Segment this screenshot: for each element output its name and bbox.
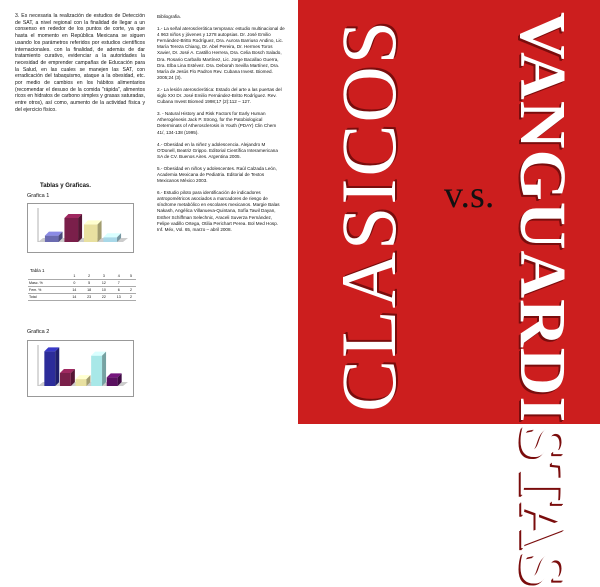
tabla-1-label: Tabla 1: [30, 268, 45, 273]
cover-title-clasicos: CLASICOS: [325, 18, 412, 412]
table-cell: 5: [82, 280, 97, 287]
grafica-2-chart: [27, 340, 134, 397]
reference-4: 4.- Obesidad en la niñez y adolescencia. Alejandro M O'Donell, Beatriz Grippo. Editorial Científica Interamericana SA de CV. Buenos Aires. Argentina 2005.: [157, 141, 278, 159]
table-cell: Fem. %: [28, 287, 67, 294]
table-cell: 12: [97, 280, 112, 287]
chart-bar: [64, 218, 78, 242]
bibliography: [157, 14, 285, 239]
table-cell: 3: [97, 273, 112, 280]
tables-heading: Tablas y Graficas.: [40, 183, 91, 189]
chart-bar: [103, 237, 117, 242]
chart-bar: [45, 236, 59, 242]
chart-bar: [107, 377, 118, 386]
grafica-1-label: Grafica 1: [27, 193, 50, 199]
table-cell: 22: [97, 294, 112, 301]
reference-6: 6.- Estudio piloto para identificación de indicadores antropométricos asociados a marcadores de riesgo de síndrome metabólico en escolares mexicanos. Margie Balas Nakash, Angélica Villanueva-Quintana, Sofía Tawil Dayan, Esther Schiffman Selechnic, Araceli Suverza Fernández, Felipe vadillo Ortega, Otilia Perichart Perea. Bol Med Hosp. Inf. Méx, Vol. 65, marzo – abril 2008.: [157, 190, 280, 232]
grafica-2-label: Grafica 2: [27, 329, 50, 335]
table-cell: Masc. %: [28, 280, 67, 287]
table-cell: 23: [82, 294, 97, 301]
reference-3: 3. - Natural History and Risk Factors for Early Human Atherogénesis Jack P. Strong, for the Patobiological Determinats of Atherosclerosis in Youth (PDAY) Clin Chem 41/, 134-138 (1995).: [157, 111, 277, 135]
chart-bar: [44, 351, 55, 386]
chart-bar: [84, 224, 98, 242]
reference-5: 5.- Obesidad en niños y adolescentes. Raúl Calzada León, Academia Mexicana de Pediatria. Editorial de Textos Mexicanos México 2003.: [157, 165, 277, 184]
chart-bar-side: [55, 347, 59, 386]
chart-bar-side: [78, 214, 82, 242]
table-row: [28, 294, 136, 301]
cover-vs: v.s.: [444, 174, 495, 216]
table-cell: 14: [67, 287, 82, 294]
table-cell: 2: [82, 273, 97, 280]
table-row: [28, 280, 136, 287]
cover-title-vanguardistas: VANGUARDISTAS: [506, 12, 579, 587]
table-cell: 0: [67, 280, 82, 287]
chart-bar: [91, 356, 102, 386]
table-cell: 18: [82, 287, 97, 294]
table-cell: 5: [126, 273, 136, 280]
chart-bar: [60, 373, 71, 386]
table-cell: 10: [97, 287, 112, 294]
table-cell: 7: [111, 280, 126, 287]
table-cell: 6: [111, 287, 126, 294]
chart-bar: [76, 379, 87, 386]
table-row: [28, 287, 136, 294]
table-cell: 4: [111, 273, 126, 280]
table-cell: 2: [126, 294, 136, 301]
chart-bar-side: [102, 352, 106, 386]
conclusion-paragraph: 3. Es necesaria la realización de estudios de Detección de SAT, a nivel regional con la finalidad de llegar a un consenso en rededor de los puntos de corte, ya que hasta el momento en República Mexicana se siguen usando los parámetros referidos por estudios científicos internacionales. con la finalidad, de además de dar tratamiento curativo, evidenciar a la autoridades la necesidad de emprender campañas de Educación para la Salud, en las cuales se manejen las SAT, con erradicación del tabaquismo, ataque a la obesidad, etc. por medio de cambios en los hábitos alimentarios (recomendar el desuso de la comida "rápida", alimentos ricos en hidratos de carbono simples y grasas saturadas, entre otros), así como, aumento de la actividad física y del ejercicio físico.: [15, 13, 145, 113]
reference-2: 2.- La lesión aterosclerótica: Estado del arte a las puertas del siglo XXI Dr. José Emilio Fernández-Britto Rodríguez. Rev. Cubana Invest Biomed 1998;17 (2):112 – 127.: [157, 86, 282, 105]
table-cell: [126, 280, 136, 287]
table-cell: Total: [28, 294, 67, 301]
table-cell: 1: [67, 273, 82, 280]
tabla-1: [28, 273, 136, 301]
table-cell: 14: [67, 294, 82, 301]
bibliography-title: Bibliografia.: [157, 14, 182, 19]
reference-1: 1.- La señal aterosclerótica temprana: estudio multinacional de 4 963 niños y jóvenes y 1278 autopsias. Dr. José Emilio Fernández-Britto Rodríguez, Dra. Aurora Barriuso Andino, Lic. María Tereza Chiang, Dr. Abel Pereira, Dr. Hermes Toros Xavier, Dr. José A. Castillo Herrera, Dra. Celia Bosch Salado, Dra. Rosario Carballo Martínez, Lic. Jorge Bacallao Guerra, Dra. Elba Lina Estévez. Dra. Deborah Sevilla Martínez, Dra. María de Jesús Flo Padron Rev. Cubana Invest. Biomed. 2005;24 (3).: [157, 26, 285, 80]
table-cell: 13: [111, 294, 126, 301]
conclusion-text: [15, 13, 145, 114]
table-cell: 2: [126, 287, 136, 294]
grafica-1-chart: [27, 203, 134, 253]
